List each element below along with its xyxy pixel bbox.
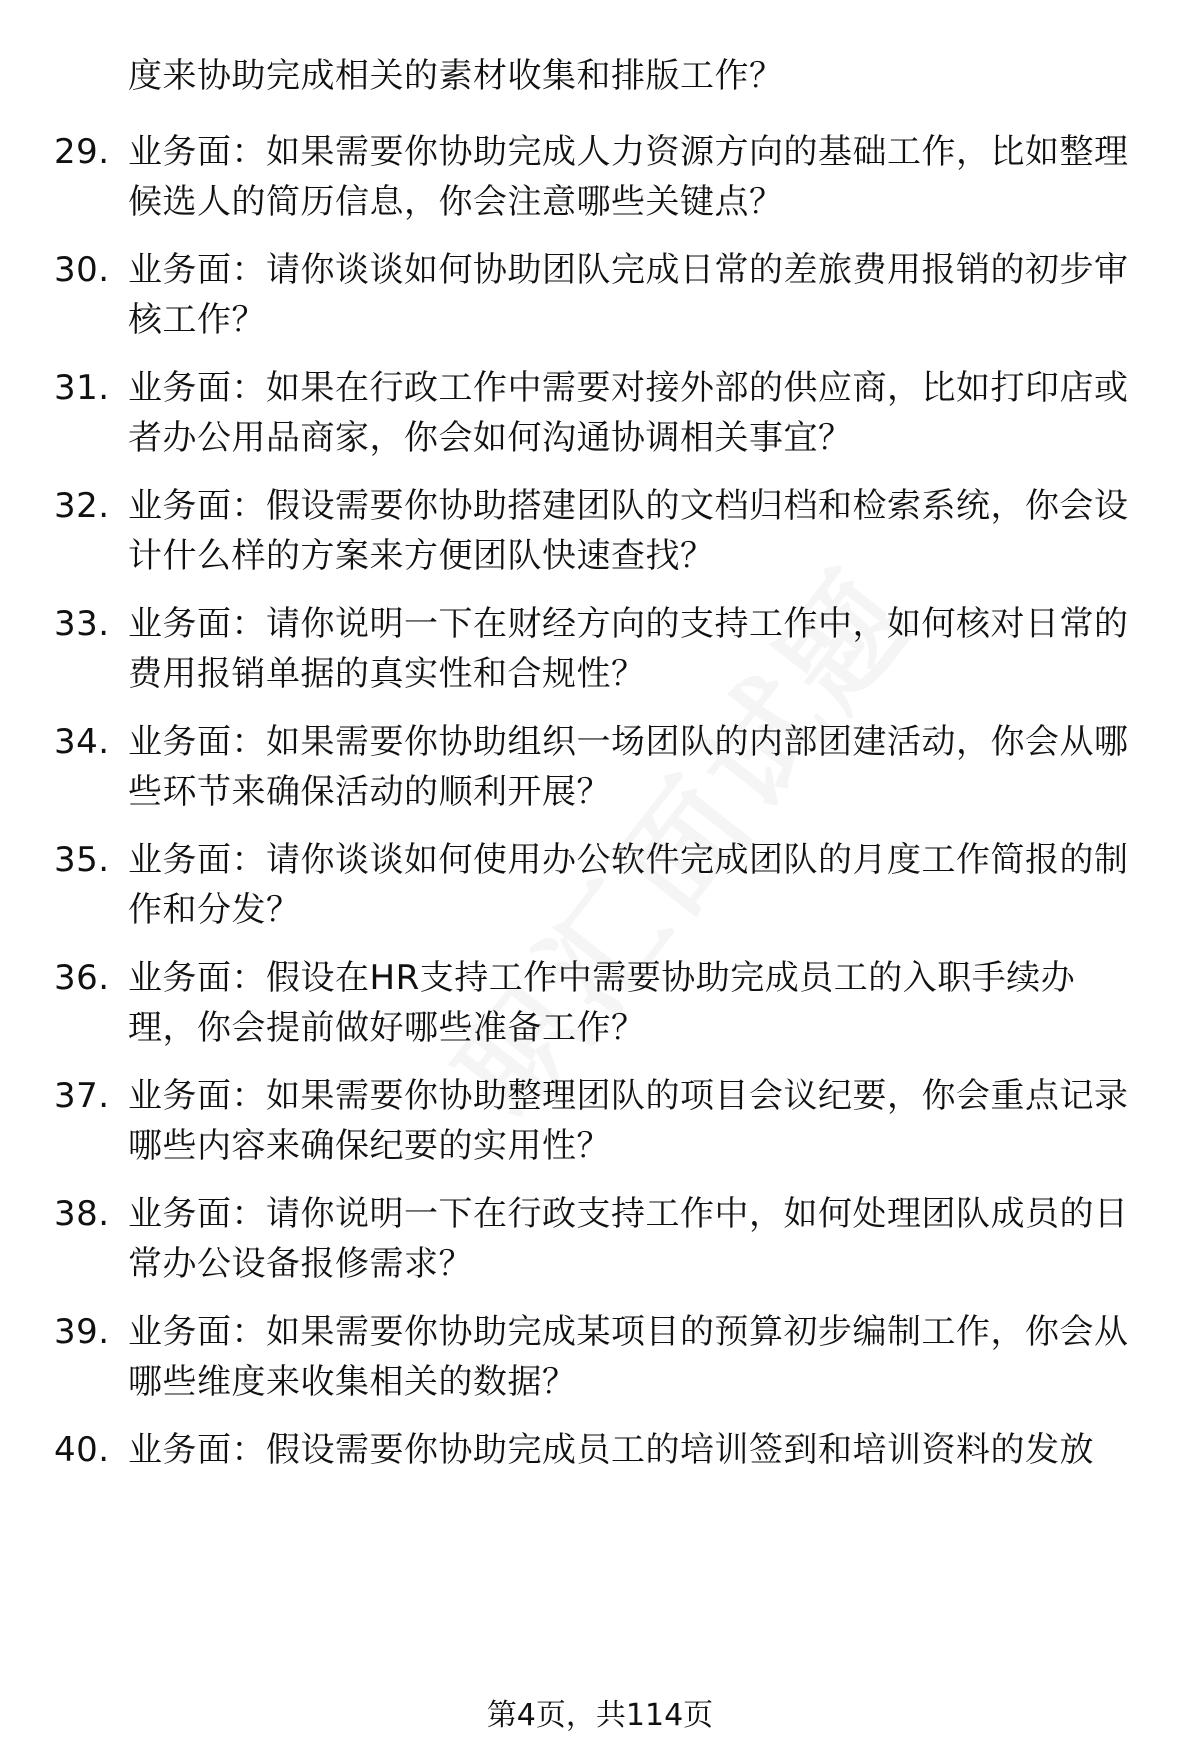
item-text: 业务面：请你谈谈如何使用办公软件完成团队的月度工作简报的制作和分发？ xyxy=(128,840,1129,930)
item-text: 业务面：请你说明一下在行政支持工作中，如何处理团队成员的日常办公设备报修需求？ xyxy=(128,1194,1129,1284)
page-footer: 第4页，共114页 xyxy=(486,1698,714,1733)
item-text: 业务面：假设在HR支持工作中需要协助完成员工的入职手续办理，你会提前做好哪些准备工作？ xyxy=(128,958,1076,1048)
item-number: 32. xyxy=(54,486,110,526)
item-text: 业务面：如果需要你协助组织一场团队的内部团建活动，你会从哪些环节来确保活动的顺利开展？ xyxy=(128,722,1129,812)
paragraph-text: 度来协助完成相关的素材收集和排版工作？ xyxy=(128,56,784,96)
item-number: 39. xyxy=(54,1312,110,1352)
item-text: 业务面：假设需要你协助完成员工的培训签到和培训资料的发放 xyxy=(128,1430,1094,1470)
item-text: 业务面：如果需要你协助整理团队的项目会议纪要，你会重点记录哪些内容来确保纪要的实用性？ xyxy=(128,1076,1129,1166)
item-number: 33. xyxy=(54,604,110,644)
item-number: 31. xyxy=(54,368,110,408)
item-text: 业务面：如果在行政工作中需要对接外部的供应商，比如打印店或者办公用品商家，你会如何沟通协调相关事宜？ xyxy=(128,368,1129,458)
item-number: 34. xyxy=(54,722,110,762)
item-text: 业务面：假设需要你协助搭建团队的文档归档和检索系统，你会设计什么样的方案来方便团队快速查找？ xyxy=(128,486,1129,576)
item-number: 35. xyxy=(54,840,110,880)
item-number: 38. xyxy=(54,1194,110,1234)
item-number: 29. xyxy=(54,132,110,172)
item-number: 30. xyxy=(54,250,110,290)
item-text: 业务面：如果需要你协助完成人力资源方向的基础工作，比如整理候选人的简历信息，你会注意哪些关键点？ xyxy=(128,132,1129,222)
item-number: 36. xyxy=(54,958,110,998)
item-number: 40. xyxy=(54,1430,110,1470)
item-number: 37. xyxy=(54,1076,110,1116)
item-text: 业务面：请你谈谈如何协助团队完成日常的差旅费用报销的初步审核工作？ xyxy=(128,250,1129,340)
item-text: 业务面：如果需要你协助完成某项目的预算初步编制工作，你会从哪些维度来收集相关的数据？ xyxy=(128,1312,1129,1402)
item-text: 业务面：请你说明一下在财经方向的支持工作中，如何核对日常的费用报销单据的真实性和合规性？ xyxy=(128,604,1129,694)
